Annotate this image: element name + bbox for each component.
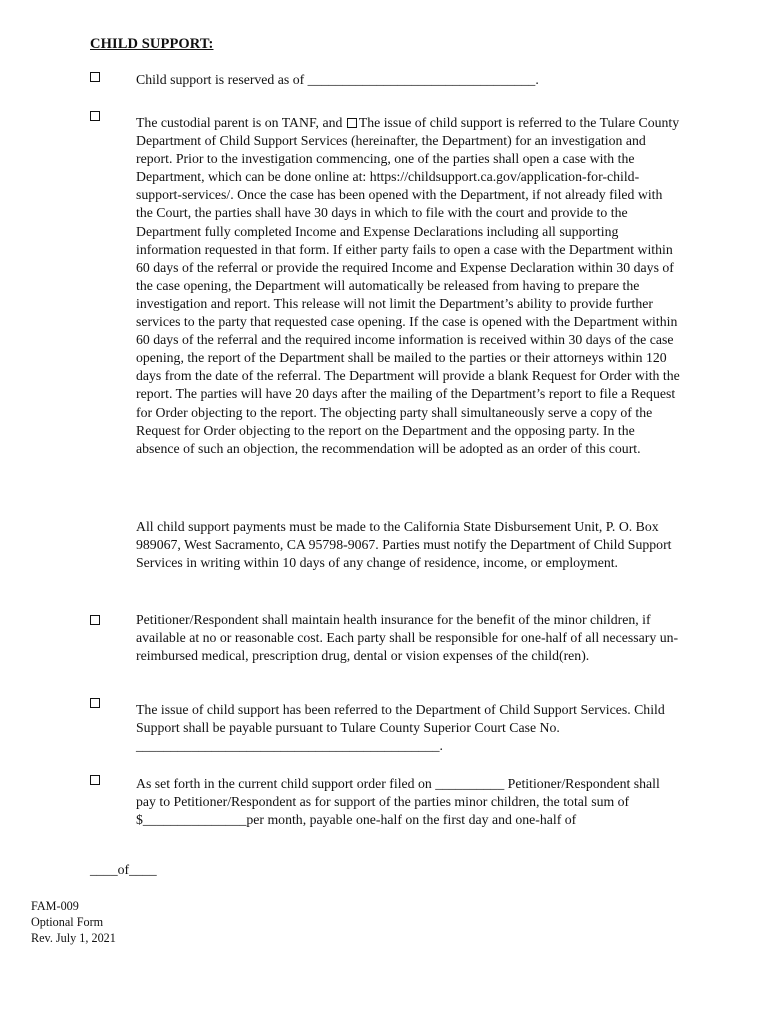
dcss-referred-text xyxy=(136,701,681,755)
health-insurance-text xyxy=(136,611,681,665)
tanf-referral-text xyxy=(136,114,681,458)
reserved-checkbox[interactable] xyxy=(90,72,100,82)
tanf-body: The issue of child support is referred to the Tulare County Department of Child Support Services (hereinafter, the Department) for an investigation and report. Prior to the investigation commencing, one of the parties shall open a case with the Department, which can be done online at: https://childsupport.ca.gov/application-for-child-support-services/. Once the case has been opened with the Department, if not already filed with the Court, the parties shall have 30 days in which to file with the court and provide to the Department fully completed Income and Expense Declarations including all supporting information requested in that form. If either party fails to open a case with the Department within 60 days of the referral or provide the required Income and Expense Declaration within 30 days of the case opening, the Department will automatically be released from having to prepare the investigation and report. This release will not limit the Department’s ability to provide further services to the party that requested case opening. If the case is opened with the Department within 60 days of the referral and the required income information is received within 30 days of the case opening, the report of the Department shall be mailed to the parties or their attorneys within 120 days from the date of the referral. The Department will provide a blank Request for Order with the report. The parties will have 20 days after the mailing of the Department’s report to file a Request for Order objecting to the report. The objecting party shall simultaneously serve a copy of the Request for Order objecting to the report on the Department and the opposing party. In the absence of such an objection, the recommendation will be adopted as an order of this court. xyxy=(136,115,680,456)
current-order-text xyxy=(136,775,681,829)
current-order-checkbox[interactable] xyxy=(90,775,100,785)
payments-text xyxy=(136,518,681,572)
dcss-referred-checkbox[interactable] xyxy=(90,698,100,708)
tanf-paragraph xyxy=(136,114,681,458)
form-type: Optional Form xyxy=(31,915,104,929)
tanf-checkbox[interactable] xyxy=(90,111,100,121)
tanf-inline-checkbox[interactable] xyxy=(347,118,357,128)
payments-paragraph: All child support payments must be made to the California State Disbursement Unit, P. O. Box 989067, West Sacramento, CA 95798-9067. Parties must notify the Department of Child Support Services in writing within 10 days of any change of residence, income, or employment. xyxy=(136,519,672,571)
dcss-referred-paragraph: The issue of child support has been referred to the Department of Child Support Services. Child Support shall be payable pursuant to Tulare County Superior Court Case No. ____________________________________________. xyxy=(136,702,665,754)
form-number: FAM-009 xyxy=(31,899,79,913)
current-order-paragraph: As set forth in the current child support order filed on __________ Petitioner/Respondent shall pay to Petitioner/Respondent as for support of the parties minor children, the total sum of $_______________per month, payable one-half on the first day and one-half of xyxy=(136,776,660,828)
page-number: ____of____ xyxy=(90,862,157,877)
tanf-prefix: The custodial parent is on TANF, and xyxy=(136,115,343,130)
health-insurance-checkbox[interactable] xyxy=(90,615,100,625)
form-info xyxy=(31,898,116,946)
reserved-paragraph: Child support is reserved as of _________________________________. xyxy=(136,72,539,87)
reserved-text xyxy=(136,71,681,89)
section-title: CHILD SUPPORT: xyxy=(90,36,214,52)
form-revision: Rev. July 1, 2021 xyxy=(31,931,116,945)
health-insurance-paragraph: Petitioner/Respondent shall maintain health insurance for the benefit of the minor children, if available at no or reasonable cost. Each party shall be responsible for one-half of all necessary un-reimbursed medical, prescription drug, dental or vision expenses of the child(ren). xyxy=(136,612,679,664)
